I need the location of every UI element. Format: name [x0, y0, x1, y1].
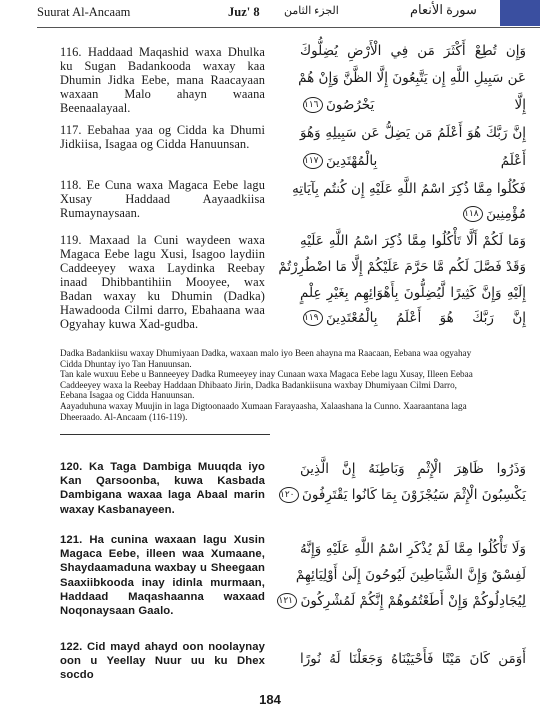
verse-117-text: 117. Eebahaa yaa og Cidda ka Dhumi Jidkiisa, Isagaa og Cidda Hanuunsan.: [60, 123, 265, 151]
surah-title: Suurat Al-Ancaam: [37, 5, 131, 19]
commentary-paragraph: Aayaduhuna waxay Muujin in laga Digtoonaado Xumaan Farayaasha, Xalaashana la Cunno. Xaaraantana laga Dheeraado. Al-Ancaam (116-119).: [60, 400, 467, 422]
verse-118-text: 118. Ee Cuna waxa Magaca Eebe lagu Xusay Haddaad Aayaadkiisa Rumaynaysaan.: [60, 178, 265, 220]
commentary-paragraph: Dadka Badankiisu waxay Dhumiyaan Dadka, waxaan malo iyo Been ahayna ma Raacaan, Eebana waa ogyahay Cidda Dhuntay iyo Tan Hanuunsan.: [60, 348, 472, 369]
surah-arabic-title: سورة الأنعام: [410, 2, 477, 17]
verse-116-arabic-line-1: وَإِن تُطِعْ أَكْثَرَ مَن فِي الْأَرْضِ يُضِلُّوكَ: [300, 43, 526, 59]
verse-118-arabic-line-2: [300, 203, 526, 225]
verse-120-arabic-end: يَكْسِبُونَ الْإِثْمَ سَيُجْزَوْنَ بِمَا كَانُوا يَقْتَرِفُونَ: [302, 487, 526, 503]
verse-116-text: 116. Haddaad Maqashid waxa Dhulka ku Sugan Badankooda waxay kaa Dhumin Jidka Eebe, mana Raacayaan waxaan Malo ahayn waana Beenaalayaal.: [60, 45, 265, 115]
verse-121-text: 121. Ha cunina waxaan lagu Xusin Magaca Eebe, illeen waa Xumaane, Shaydaamaduna waxbay u Sheegaan Saaxiibkooda inay idinla murmaan, Haddaad Maqashaanna waxaad Noqonaysaan Gaalo.: [60, 534, 265, 618]
verse-121-arabic-line-1: وَلَا تَأْكُلُوا مِمَّا لَمْ يُذْكَرِ اسْمُ اللَّهِ عَلَيْهِ وَإِنَّهُ: [300, 541, 526, 557]
page-header: [0, 0, 540, 30]
verse-116-arabic-end: إِلَّا يَخْرُصُونَ: [326, 97, 526, 113]
juz-arabic-label: الجزء الثامن: [284, 5, 339, 17]
ayah-number-121: ١٢١: [277, 593, 297, 609]
verse-119-arabic-end: إِنَّ رَبَّكَ هُوَ أَعْلَمُ بِالْمُعْتَدِينَ: [326, 310, 526, 326]
ayah-number-116: ١١٦: [303, 97, 323, 113]
verse-118-arabic-line-1: فَكُلُوا مِمَّا ذُكِرَ اسْمُ اللَّهِ عَلَيْهِ إِن كُنتُم بِآيَاتِهِ: [292, 181, 526, 197]
verse-121-arabic-end: لِيُجَادِلُوكُمْ وَإِنْ أَطَعْتُمُوهُمْ إِنَّكُمْ لَمُشْرِكُونَ: [300, 593, 526, 609]
verse-121-arabic-line-2: لَفِسْقٌ وَإِنَّ الشَّيَاطِينَ لَيُوحُونَ إِلَىٰ أَوْلِيَائِهِمْ: [295, 567, 526, 583]
verse-116-arabic-line-2: عَن سَبِيلِ اللَّهِ إِن يَتَّبِعُونَ إِلَّا الظَّنَّ وَإِنْ هُمْ: [298, 70, 526, 86]
verse-116-arabic-line-3: [300, 94, 526, 116]
ayah-number-120: ١٢٠: [279, 487, 299, 503]
verse-118-arabic-end: مُؤْمِنِينَ: [486, 206, 526, 222]
verse-120-arabic-line-1: وَذَرُوا ظَاهِرَ الْإِثْمِ وَبَاطِنَهُ إِنَّ الَّذِينَ: [300, 461, 526, 477]
verse-120-arabic-line-2: [280, 484, 526, 506]
verse-121-arabic-line-3: [278, 590, 526, 612]
ayah-number-118: ١١٨: [463, 206, 483, 222]
verse-119-arabic-line-4: [300, 307, 526, 329]
header-color-bar: [500, 0, 540, 26]
ayah-number-117: ١١٧: [303, 153, 323, 169]
verse-119-arabic-line-3: إِلَيْهِ وَإِنَّ كَثِيرًا لَّيُضِلُّونَ بِأَهْوَائِهِم بِغَيْرِ عِلْمٍ: [300, 285, 526, 301]
verse-119-text: 119. Maxaad la Cuni waydeen waxa Magaca Eebe lagu Xusi, Isagoo laydiin Caddeeyey waxa Laydinka Reebay inaad Dhibbantihiin Mooyee, wax Badan waxay ku Dhumin (Dadka) Hawadooda Cilmi darro, Ebahaana waa Ogyahay kuwa Xad-gudba.: [60, 233, 265, 331]
verse-122-arabic-line-1: أَوَمَن كَانَ مَيْتًا فَأَحْيَيْنَاهُ وَجَعَلْنَا لَهُ نُورًا: [300, 651, 526, 667]
commentary-block: [60, 348, 478, 422]
header-rule: [37, 27, 540, 28]
verse-120-text: 120. Ka Taga Dambiga Muuqda iyo Kan Qarsoonba, kuwa Kasbada Dambigana waxaa laga Abaal marin waxay Kasbanayeen.: [60, 461, 265, 516]
ayah-number-119: ١١٩: [303, 310, 323, 326]
section-divider: [60, 434, 270, 435]
juz-label: Juz' 8: [228, 5, 260, 19]
verse-117-arabic-end: أَعْلَمُ بِالْمُهْتَدِينَ: [326, 153, 526, 169]
commentary-paragraph: Tan kale wuxuu Eebe u Banneeyey Dadka Rumeeyey inay Cunaan waxa Magaca Eebe lagu Xusay, Illeen Eebaa Caddeeyey waxa la Reebay Haddaan Dhibaato Jirin, Dadka Badankiisuna waxbay Dhumiyaan Cilmi Darro, Eebana Isagaa og Cidda Hanuunsan.: [60, 369, 473, 401]
verse-117-arabic-line-1: إِنَّ رَبَّكَ هُوَ أَعْلَمُ مَن يَضِلُّ عَن سَبِيلِهِ وَهُوَ: [300, 125, 526, 141]
page-number: 184: [259, 692, 281, 707]
verse-122-text: 122. Cid mayd ahayd oon noolaynay oon u Yeellay Nuur uu ku Dhex socdo: [60, 641, 265, 682]
verse-119-arabic-line-1: وَمَا لَكُمْ أَلَّا تَأْكُلُوا مِمَّا ذُكِرَ اسْمُ اللَّهِ عَلَيْهِ: [300, 233, 526, 249]
verse-119-arabic-line-2: وَقَدْ فَصَّلَ لَكُم مَّا حَرَّمَ عَلَيْكُمْ إِلَّا مَا اضْطُرِرْتُمْ: [278, 259, 526, 275]
verse-117-arabic-line-2: [300, 150, 526, 172]
